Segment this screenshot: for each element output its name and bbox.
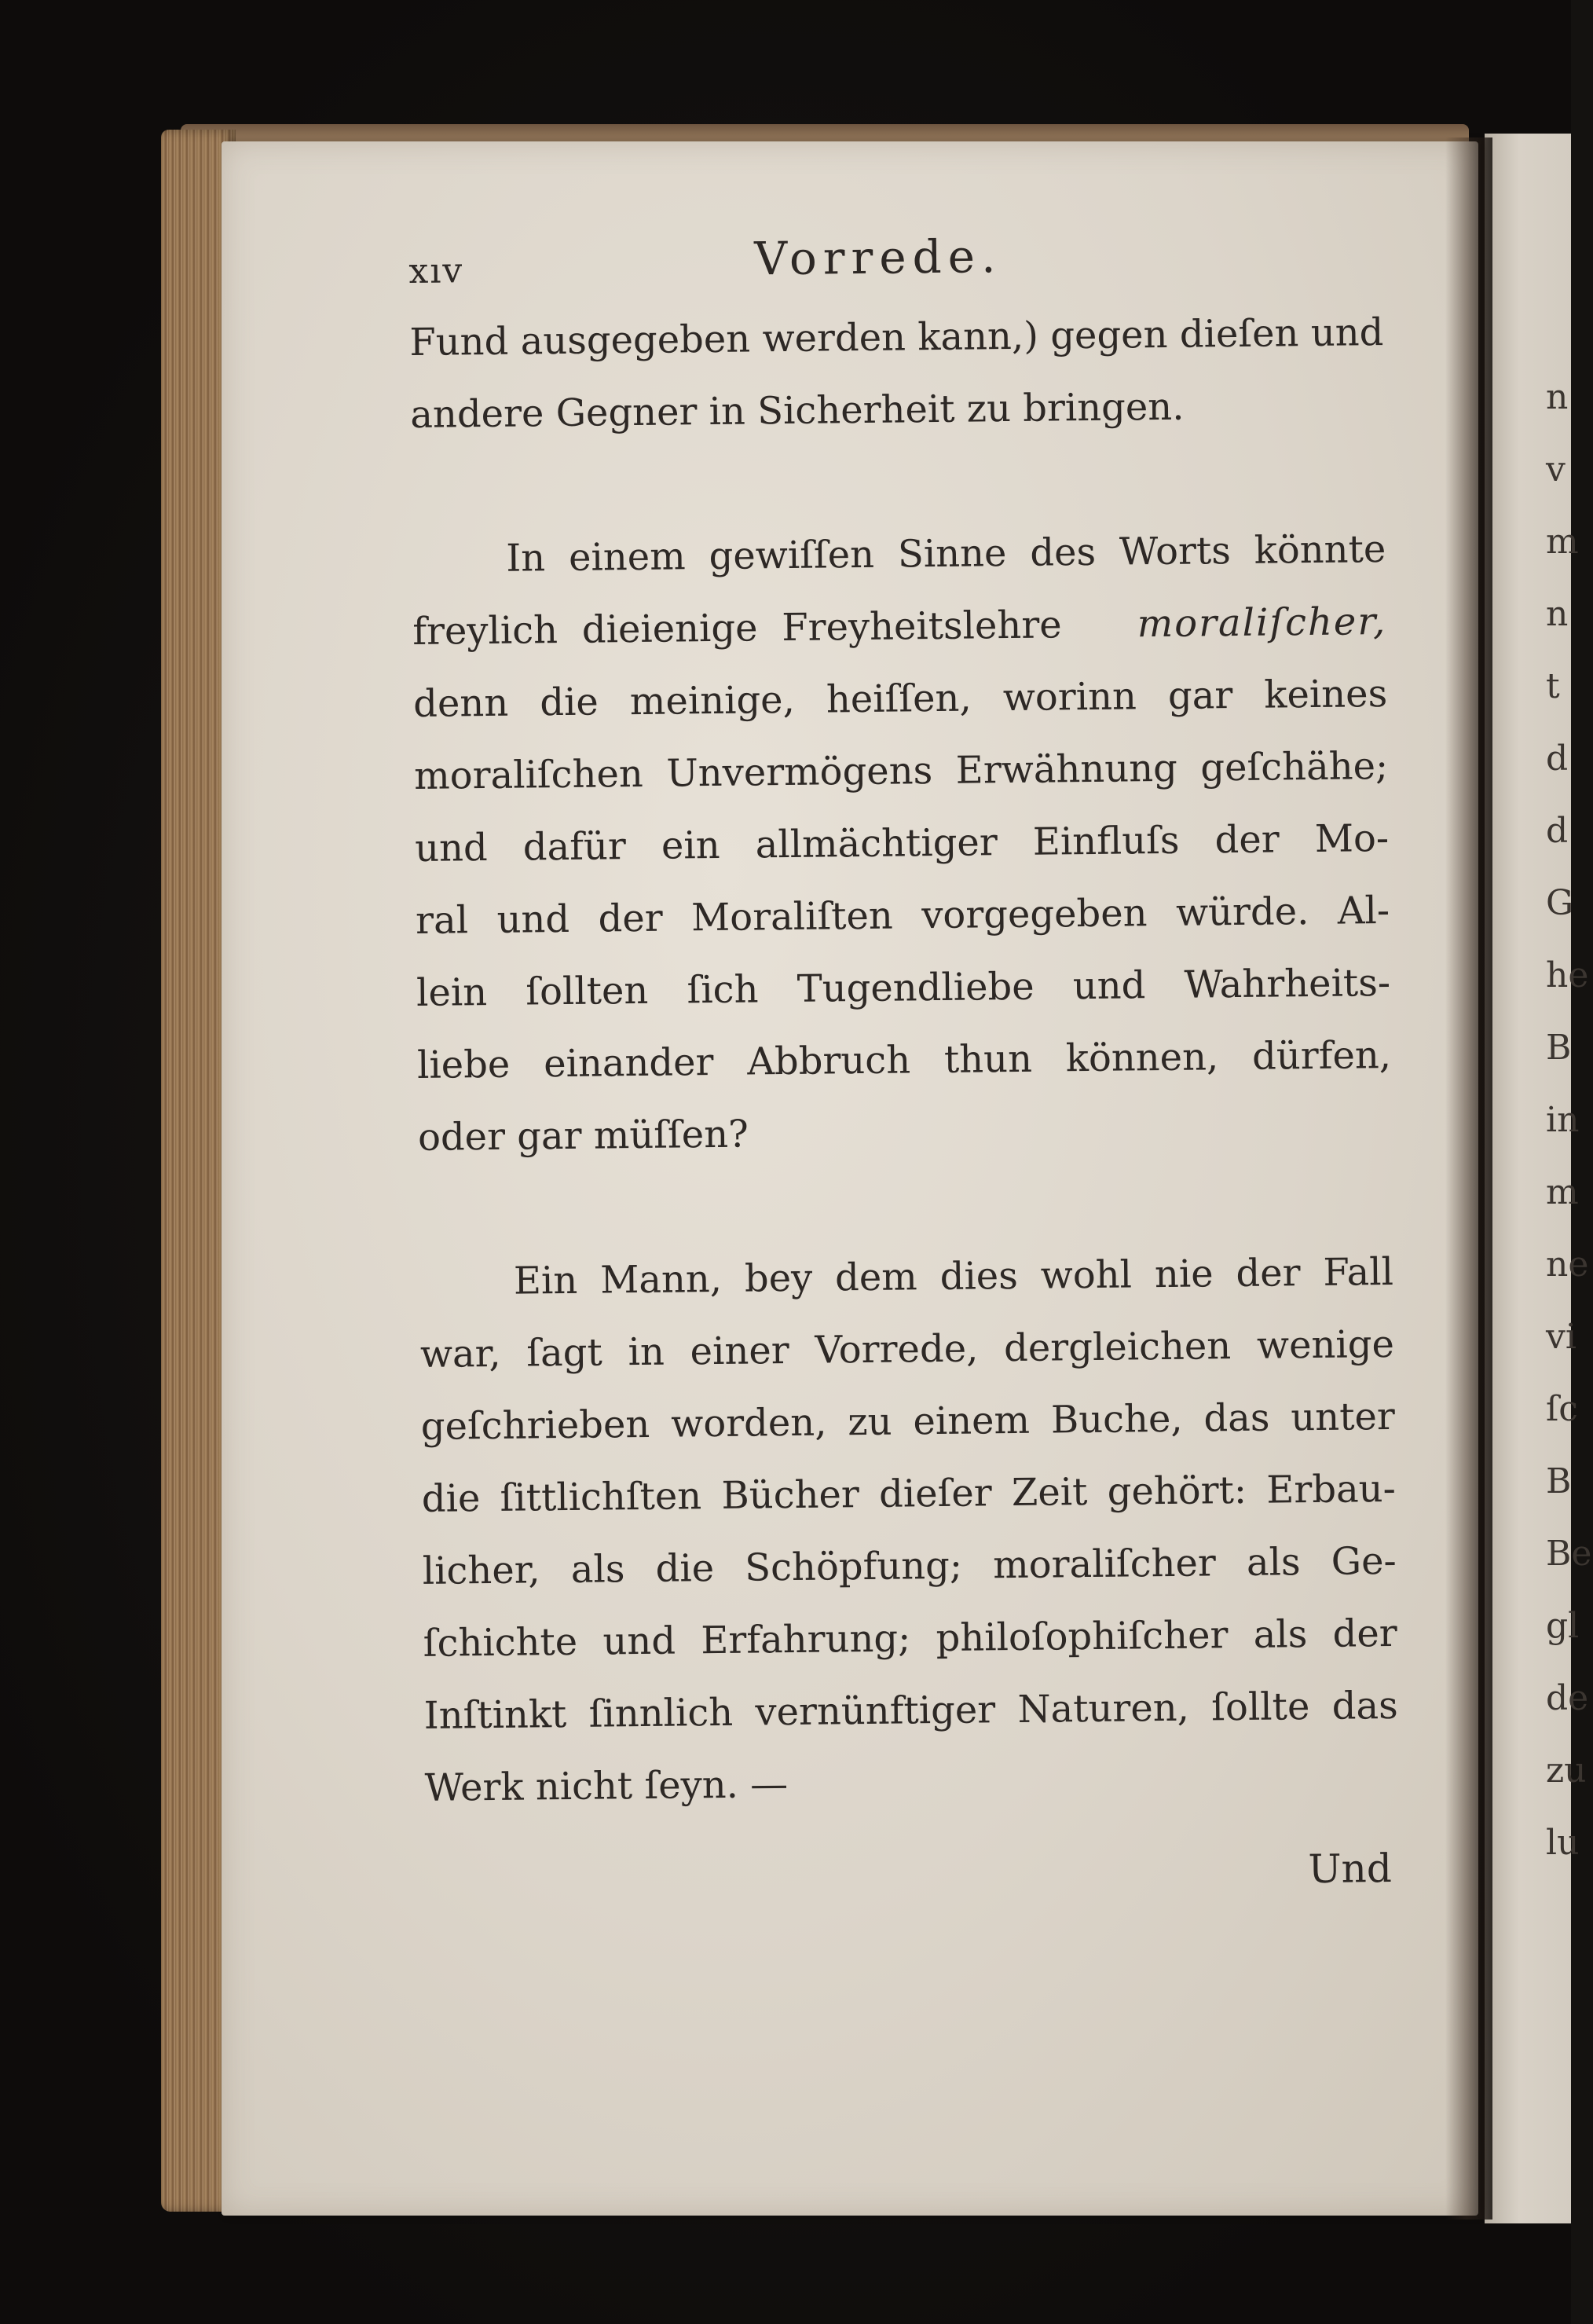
text-line: war, ſagt in einer Vorrede, dergleichen wenige <box>419 1321 1395 1376</box>
italic-word: moraliſcher, <box>1137 599 1387 647</box>
text-line: lein ſollten ſich Tugendliebe und Wahrheits- <box>416 960 1391 1015</box>
facing-fragment: de <box>1546 1678 1589 1718</box>
catchword-area <box>425 1814 1400 1926</box>
facing-fragment: v <box>1546 449 1566 489</box>
facing-fragment: lu <box>1546 1823 1580 1863</box>
facing-fragment: vi <box>1546 1317 1577 1357</box>
text-line: die ſittlichſten Bücher dieſer Zeit gehört: Erbau- <box>421 1466 1397 1521</box>
text-line: oder gar müſſen? <box>417 1112 749 1160</box>
text-line: licher, als die Schöpfung; moraliſcher als Ge- <box>422 1538 1397 1593</box>
facing-fragment: G <box>1546 883 1574 923</box>
text-line: Werk nicht ſeyn. — <box>424 1762 789 1810</box>
text-line: denn die meinige, heiſſen, worinn gar keines <box>412 671 1388 726</box>
text-line: liebe einander Abbruch thun können, dürfen, <box>416 1032 1392 1087</box>
text-line: geſchrieben worden, zu einem Buche, das unter <box>420 1394 1396 1449</box>
paragraph-3 <box>419 1236 1399 1824</box>
facing-page-text <box>1546 361 1593 1879</box>
facing-fragment: n <box>1546 594 1569 634</box>
text-line: moraliſchen Unvermögens Erwähnung geſchähe; <box>413 743 1389 798</box>
facing-fragment: m <box>1546 522 1579 562</box>
facing-fragment: n <box>1546 377 1569 417</box>
facing-fragment: m <box>1546 1172 1579 1212</box>
text-line: andere Gegner in Sicherheit zu bringen. <box>410 384 1185 437</box>
facing-fragment: ſc <box>1546 1389 1578 1429</box>
facing-fragment: t <box>1546 666 1560 706</box>
page-number: xıv <box>408 251 464 291</box>
text-line: In einem gewiſſen Sinne des Worts könnte <box>506 526 1386 581</box>
facing-fragment: gl <box>1546 1606 1580 1646</box>
facing-fragment: zu <box>1546 1750 1587 1791</box>
facing-fragment: in <box>1546 1100 1580 1140</box>
text-line: ſchichte und Erfahrung; philoſophiſcher als der <box>423 1611 1397 1666</box>
paragraph-1 <box>409 296 1385 451</box>
text-line: Ein Mann, bey dem dies wohl nie der Fall <box>513 1249 1394 1303</box>
text-line: Inſtinkt ſinnlich vernünftiger Naturen, ſollte das <box>423 1683 1398 1738</box>
page-header <box>408 225 1383 306</box>
facing-fragment: Be <box>1546 1534 1592 1574</box>
facing-fragment: he <box>1546 955 1589 995</box>
text-line: ral und der Moraliſten vorgegeben würde. Al- <box>415 888 1390 943</box>
facing-fragment: B <box>1546 1028 1572 1068</box>
paragraph-2 <box>412 513 1393 1174</box>
facing-fragment: ne <box>1546 1244 1589 1285</box>
text-line-with-italic <box>412 585 1387 668</box>
text-fragment: freylich dieienige Freyheitslehre <box>412 603 1062 654</box>
facing-fragment: d <box>1546 811 1569 851</box>
running-head: Vorrede. <box>753 229 1002 286</box>
facing-fragment: d <box>1546 739 1569 779</box>
page-gutter-shadow <box>1445 137 1492 2220</box>
facing-fragment: B <box>1546 1461 1572 1501</box>
page-text-block <box>408 225 1400 1926</box>
text-line: Fund ausgegeben werden kann,) gegen dieſen und <box>409 310 1384 365</box>
catchword: Und <box>1308 1846 1393 1893</box>
text-line: und dafür ein allmächtiger Einfluſs der Mo- <box>414 816 1390 871</box>
